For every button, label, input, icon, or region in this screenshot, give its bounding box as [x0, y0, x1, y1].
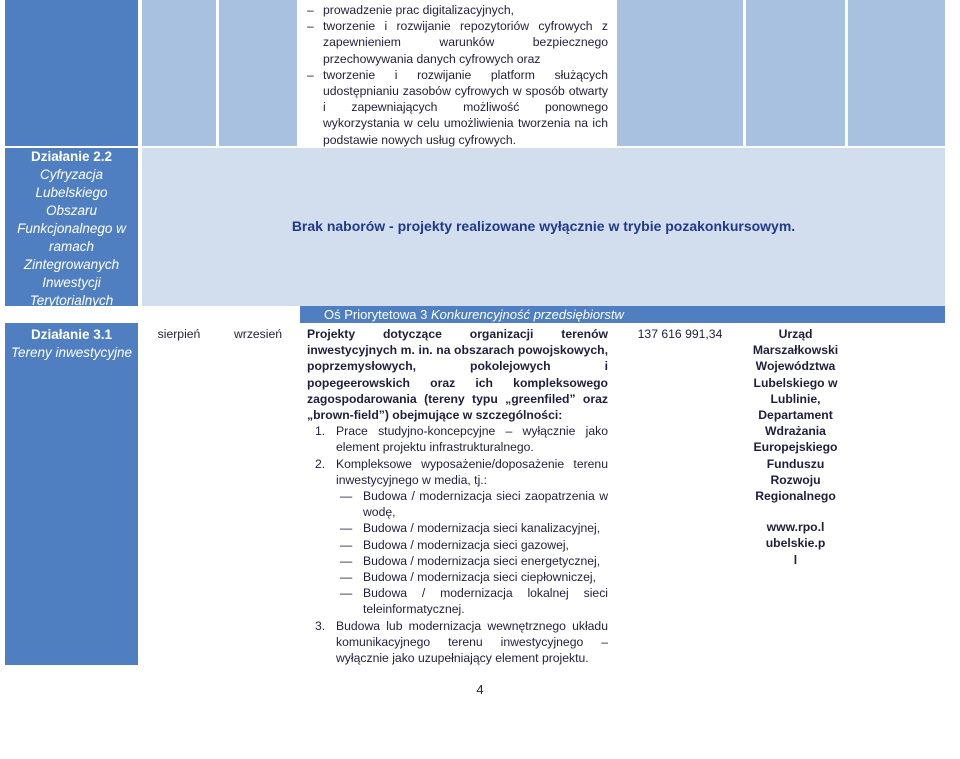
amount-cell [617, 323, 743, 665]
action-3-1-label [9, 326, 134, 362]
description-cell-top [300, 0, 614, 146]
end-month-cell-top [219, 0, 297, 146]
list-item: — Budowa / modernizacja lokalnej sieci teleinformatycznej. [336, 585, 608, 617]
action-3-1-subtitle: Tereny inwestycyjne [10, 345, 133, 360]
end-month-cell [219, 323, 297, 665]
page-number: 4 [476, 682, 484, 697]
start-month-cell [142, 323, 216, 665]
priority-axis-title [324, 306, 624, 323]
list-item: — Budowa / modernizacja sieci gazowej, [336, 537, 608, 553]
extra-cell [848, 323, 945, 665]
end-month: wrzesień [233, 327, 283, 341]
list-item: 2. Kompleksowe wyposażenie/doposażenie terenu inwestycyjnego w media, tj.: — Budowa / modernizacja sieci zaopatrzenia w wodę, — Budowa / modernizacja sieci kanalizacyjnej, — Budowa / modernizacja sieci gazowej, — Budowa / modernizacja sieci energetycznej, — Budowa / modernizacja sieci ciepłowniczej, — Budowa / modernizacja lokalnej sieci teleinformatycznej. [307, 456, 608, 618]
list-item: 1. Prace studyjno-koncepcyjne – wyłącznie jako element projektu infrastrukturalnego. [315, 424, 608, 455]
list-item: — Budowa / modernizacja sieci kanalizacyjnej, [336, 520, 608, 536]
action-2-2-label [9, 148, 134, 310]
institution-website[interactable]: www.rpo.lubelskie.pl [765, 520, 826, 567]
action-2-2-label-cell [5, 148, 138, 306]
list-item: – tworzenie i rozwijanie repozytoriów cyfrowych z zapewnieniem warunków bezpiecznego przechowywania danych cyfrowych oraz [306, 18, 608, 67]
list-item: — Budowa / modernizacja sieci ciepłowniczej, [336, 569, 608, 585]
institution-name: Urząd Marszałkowski Województwa Lubelskiego w Lublinie, Departament Wdrażania Europejskiego Funduszu Rozwoju Regionalnego [752, 327, 839, 504]
list-item: – prowadzenie prac digitalizacyjnych, [306, 2, 608, 18]
left-label-column-top [5, 0, 138, 146]
media-sub-list [336, 488, 608, 618]
priority-axis-name: Konkurencyjność przedsiębiorstw [430, 307, 624, 322]
description-cell [300, 323, 614, 665]
action-2-2-title: Działanie 2.2 [30, 149, 113, 164]
project-intro: Projekty dotyczące organizacji terenów inwestycyjnych m. in. na obszarach powojskowych, poprzemysłowych, pokolejowych i popegeerowskich oraz ich kompleksowego zagospodarowania (tereny typu „greenfiled” oraz „brown-field”) obejmujące w szczególności: [307, 327, 608, 423]
extra-cell-top [848, 0, 945, 146]
project-scope-list [307, 423, 608, 666]
action-3-1-title: Działanie 3.1 [30, 327, 113, 342]
list-item: 3. Budowa lub modernizacja wewnętrznego układu komunikacyjnego terenu inwestycyjnego – wyłącznie jako uzupełniający element projektu. [315, 618, 608, 666]
list-item: – tworzenie i rozwijanie platform służących udostępnianiu zasobów cyfrowych w sposób otwarty i zapewniających możliwość ponownego wykorzystania w celu umożliwienia tworzenia na ich podstawie nowych usług cyfrowych. [306, 67, 608, 148]
allocation-amount: 137 616 991,34 [637, 327, 723, 341]
digitalization-bullets [306, 2, 608, 148]
list-item: — Budowa / modernizacja sieci energetycznej, [336, 553, 608, 569]
institution-cell [746, 323, 845, 665]
priority-axis-band [300, 306, 945, 323]
start-month: sierpień [157, 327, 201, 341]
list-item: — Budowa / modernizacja sieci zaopatrzenia w wodę, [336, 488, 608, 520]
amount-cell-top [617, 0, 743, 146]
start-month-cell-top [142, 0, 216, 146]
action-2-2-subtitle: Cyfryzacja Lubelskiego Obszaru Funkcjonalnego w ramach Zintegrowanych Inwestycji Terytorialnych [17, 167, 126, 308]
action-3-1-label-cell [5, 323, 138, 665]
priority-axis-prefix: Oś Priorytetowa 3 [324, 307, 428, 322]
no-calls-row [142, 148, 945, 306]
institution-cell-top [746, 0, 845, 146]
no-calls-notice: Brak naborów - projekty realizowane wyłącznie w trybie pozakonkursowym. [291, 218, 796, 234]
